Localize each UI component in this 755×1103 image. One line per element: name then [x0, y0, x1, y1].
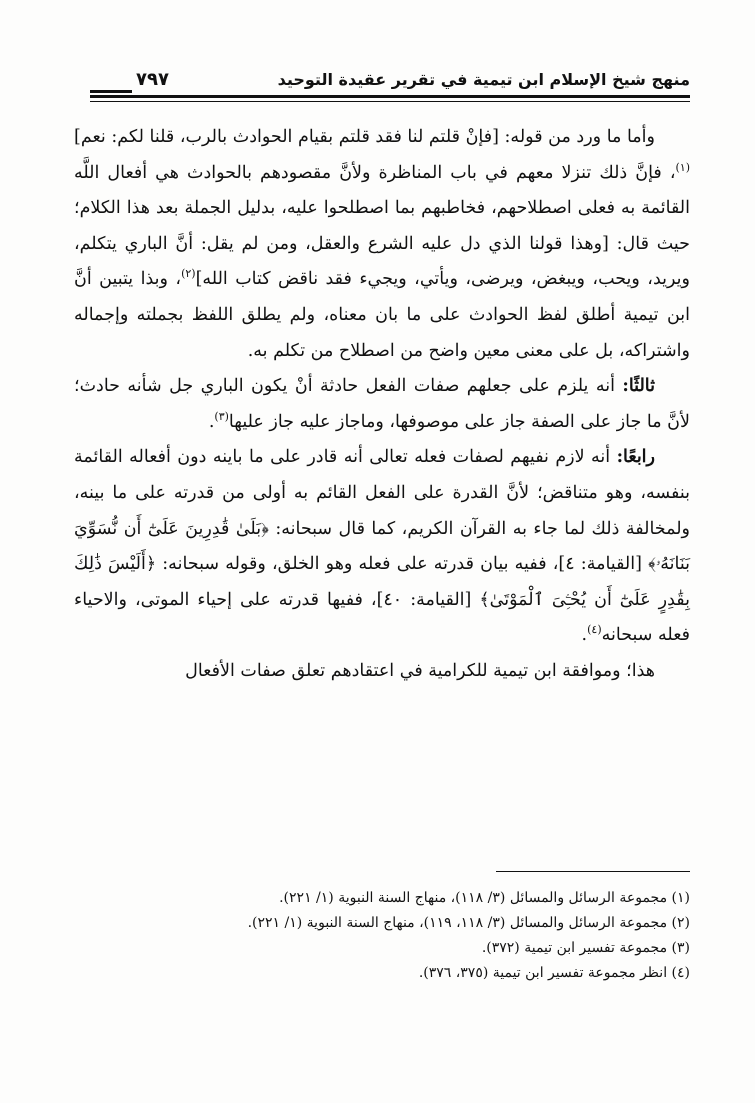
paragraph-1 — [74, 120, 690, 369]
footnote-ref-3: (٣) — [214, 409, 229, 423]
text-run: أنه لازم نفيهم لصفات فعله تعالى أنه قادر على ما باينه دون أفعاله القائمة بنفسه، وهو متناقض؛ لأنَّ القدرة على الفعل القائم به أولى من قدرته على ما بينه، ولمخالفة ذلك لما جاء به القرآن الكريم، كما قال سبحانه: — [74, 447, 690, 539]
page-number: ٧٩٧ — [136, 69, 169, 90]
footnote-1: (١) مجموعة الرسائل والمسائل (٣/ ١١٨)، منهاج السنة النبوية (١/ ٢٢١). — [279, 890, 690, 906]
footnote-3: (٣) مجموعة تفسير ابن تيمية (٣٧٢). — [481, 940, 690, 956]
text-run: ، ففيها قدرته على إحياء الموتى، والاحياء فعله سبحانه — [74, 589, 690, 646]
text-run: . — [581, 625, 588, 646]
text-run: ، ففيه بيان قدرته على فعله وهو الخلق، وقوله سبحانه: — [156, 554, 559, 575]
verse-citation-2: [القيامة: ٤٠] — [376, 589, 480, 610]
footnote-2: (٢) مجموعة الرسائل والمسائل (٣/ ١١٨، ١١٩)، منهاج السنة النبوية (١/ ٢٢١). — [247, 915, 690, 931]
footnote-ref-1: (١) — [675, 160, 690, 174]
text-run: ، وبذا يتبين أنَّ ابن تيمية أطلق لفظ الحوادث على ما بان معناه، ولم يطلق اللفظ بجملته وإجماله واشتراكه، بل على معنى معين واضح من اصطلاح من تكلم به. — [74, 269, 690, 361]
quran-verse-2: ﴿أَلَيْسَ ذَٰلِكَ بِقَٰدِرٍ عَلَىٰٓ أَن يُحْـِۧىَ ٱلْمَوْتَىٰ﴾ — [74, 554, 690, 610]
text-run: هذا؛ وموافقة ابن تيمية للكرامية في اعتقادهم تعلق صفات الأفعال — [185, 660, 655, 681]
paragraph-2 — [74, 369, 690, 440]
footnote-ref-4: (٤) — [587, 623, 602, 637]
run-in-heading-third: ثالثًا: — [622, 376, 655, 397]
footnote-ref-2: (٢) — [181, 267, 196, 281]
running-header — [90, 68, 690, 108]
text-run: وأما ما ورد من قوله: [فإنْ قلتم لنا فقد قلتم بقيام الحوادث بالرب، قلنا لكم: نعم] — [74, 127, 655, 147]
header-rule-thick — [90, 95, 690, 98]
text-run: ، فإنَّ ذلك تنزلا معهم في باب المناظرة ولأنَّ مقصودهم بالحوادث هي أفعال اللَّه القائمة به فعلى اصطلاحهم، فخاطبهم بما اصطلحوا عليه، بدليل الجملة بعد هذا الكلام؛ حيث قال: [وهذا قولنا الذي دل عليه الشرع والعقل، ومن لم يقل: أنَّ الباري يتكلم، ويريد، ويحب، ويبغض، ويرضى، ويأتي، ويجيء فقد ناقض كتاب الله] — [74, 162, 690, 290]
paragraph-3 — [74, 440, 690, 654]
verse-citation-1: [القيامة: ٤] — [558, 554, 649, 575]
footnotes — [90, 886, 690, 986]
header-rule-short — [90, 90, 132, 93]
header-rule-thin — [90, 101, 690, 102]
running-title: منهج شيخ الإسلام ابن تيمية في تقرير عقيدة التوحيد — [277, 70, 690, 89]
paragraph-4 — [74, 654, 690, 690]
quran-verse-1: ﴿بَلَىٰ قَٰدِرِينَ عَلَىٰٓ أَن نُّسَوِّيَ بَنَانَهُۥ﴾ — [74, 518, 691, 575]
run-in-heading-fourth: رابعًا: — [616, 447, 655, 468]
text-run: أنه يلزم على جعلهم صفات الفعل حادثة أنْ يكون الباري جل شأنه حادث؛ لأنَّ ما جاز على الصفة جاز على موصوفها، وماجاز عليه جاز عليها — [74, 376, 690, 432]
footnote-separator — [496, 871, 690, 872]
main-text — [74, 120, 690, 690]
footnote-4: (٤) انظر مجموعة تفسير ابن تيمية (٣٧٥، ٣٧٦). — [418, 965, 690, 981]
text-run: . — [208, 411, 215, 432]
